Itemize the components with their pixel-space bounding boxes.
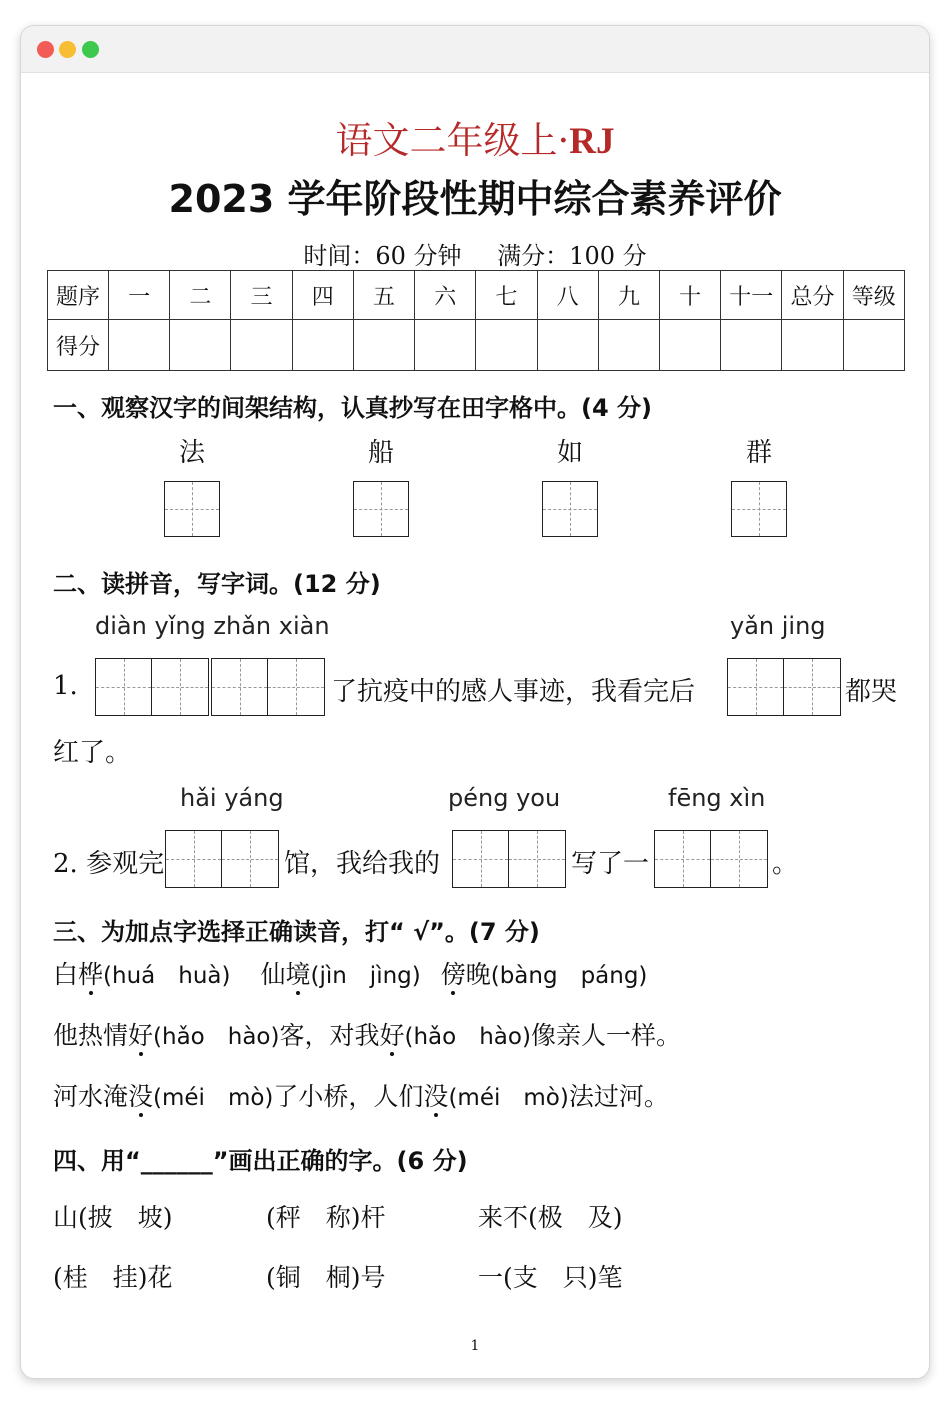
page-number: 1	[470, 1338, 480, 1354]
section2-heading: 二、读拼音，写字词。(12 分)	[53, 570, 381, 598]
score-row-label: 得分	[48, 320, 109, 371]
dotted-char: 桦	[78, 960, 104, 989]
answer-cell[interactable]	[96, 659, 152, 715]
answer-box-group[interactable]	[452, 830, 566, 888]
score-cell[interactable]	[231, 320, 292, 371]
score-header-cell: 题序	[48, 271, 109, 320]
score-cell[interactable]	[170, 320, 231, 371]
dotted-char: 好	[379, 1021, 405, 1050]
answer-cell[interactable]	[152, 659, 208, 715]
dotted-char: 好	[128, 1021, 154, 1050]
dotted-char: 没	[128, 1082, 154, 1111]
exam-info	[0, 236, 950, 271]
question-text: 了抗疫中的感人事迹，我看完后	[331, 677, 696, 707]
answer-cell[interactable]	[655, 831, 711, 887]
dotted-char: 境	[285, 960, 311, 989]
tian-grid-box[interactable]	[353, 481, 409, 537]
answer-box-group[interactable]	[727, 658, 841, 716]
score-cell[interactable]	[721, 320, 782, 371]
score-cell[interactable]	[598, 320, 659, 371]
pinyin-prompt: péng you	[448, 784, 561, 812]
answer-cell[interactable]	[166, 831, 222, 887]
question-text: 都哭	[845, 677, 898, 707]
pinyin-prompt: hǎi yáng	[180, 784, 284, 812]
score-header-cell: 五	[353, 271, 414, 320]
score-cell[interactable]	[292, 320, 353, 371]
dotted-char: 傍	[440, 960, 466, 989]
grade-title: 语文二年级上·RJ	[335, 119, 615, 162]
score-cell[interactable]	[537, 320, 598, 371]
score-header-cell: 二	[170, 271, 231, 320]
answer-cell[interactable]	[711, 831, 767, 887]
maximize-window-icon[interactable]	[82, 41, 99, 58]
reading-question-line: 河水淹没(méi mò)了小桥，人们没(méi mò)法过河。	[53, 1082, 669, 1111]
score-table-header-row	[48, 271, 905, 320]
pinyin-options: (bàng páng)	[490, 963, 648, 989]
score-header-cell: 四	[292, 271, 353, 320]
score-header-cell: 十一	[721, 271, 782, 320]
close-window-icon[interactable]	[37, 41, 54, 58]
pinyin-options: (méi mò)	[448, 1085, 569, 1111]
pinyin-options: (jìn jìng)	[310, 963, 421, 989]
question-text: 写了一	[571, 849, 650, 879]
answer-box-group[interactable]	[95, 658, 209, 716]
choice-item[interactable]: (桂 挂)花	[53, 1263, 173, 1292]
section1-heading: 一、观察汉字的间架结构，认真抄写在田字格中。(4 分)	[53, 394, 652, 422]
score-header-cell: 三	[231, 271, 292, 320]
answer-box-group[interactable]	[165, 830, 279, 888]
score-header-cell: 九	[598, 271, 659, 320]
choice-item[interactable]: (秤 称)杆	[266, 1203, 386, 1232]
score-cell[interactable]	[109, 320, 170, 371]
choice-item[interactable]: 一(支 只)笔	[478, 1263, 623, 1292]
question-text: 2. 参观完	[53, 849, 165, 879]
choice-item[interactable]: 来不(极 及)	[478, 1203, 623, 1232]
dotted-char: 没	[423, 1082, 449, 1111]
score-table	[47, 270, 905, 371]
score-header-cell: 等级	[843, 271, 904, 320]
model-char: 船	[367, 438, 394, 468]
score-header-cell: 十	[659, 271, 720, 320]
exam-title: 2023 学年阶段性期中综合素养评价	[168, 177, 782, 221]
section3-heading: 三、为加点字选择正确读音，打“ √”。(7 分)	[53, 918, 540, 946]
score-header-cell: 一	[109, 271, 170, 320]
answer-cell[interactable]	[222, 831, 278, 887]
answer-cell[interactable]	[509, 831, 565, 887]
answer-box-group[interactable]	[654, 830, 768, 888]
pinyin-prompt: yǎn jing	[730, 612, 826, 640]
time-label: 时间：60 分钟	[303, 242, 462, 270]
question-text: 馆，我给我的	[284, 849, 441, 879]
reading-question-line: 他热情好(hǎo hào)客，对我好(hǎo hào)像亲人一样。	[53, 1021, 681, 1050]
answer-box-group[interactable]	[211, 658, 325, 716]
pinyin-options: (hǎo hào)	[404, 1024, 531, 1050]
answer-cell[interactable]	[728, 659, 784, 715]
tian-grid-box[interactable]	[164, 481, 220, 537]
score-cell[interactable]	[843, 320, 904, 371]
tian-grid-box[interactable]	[542, 481, 598, 537]
tian-grid-box[interactable]	[731, 481, 787, 537]
answer-cell[interactable]	[268, 659, 324, 715]
score-header-cell: 六	[415, 271, 476, 320]
section4-heading: 四、用“______”画出正确的字。(6 分)	[53, 1147, 468, 1175]
choice-item[interactable]: 山(披 坡)	[53, 1203, 173, 1232]
pinyin-prompt: diàn yǐng zhǎn xiàn	[95, 612, 330, 640]
score-header-cell: 七	[476, 271, 537, 320]
pinyin-prompt: fēng xìn	[668, 784, 766, 812]
score-header-cell: 总分	[782, 271, 843, 320]
score-cell[interactable]	[476, 320, 537, 371]
minimize-window-icon[interactable]	[59, 41, 76, 58]
score-cell[interactable]	[415, 320, 476, 371]
pinyin-options: (huá huà)	[103, 963, 231, 989]
question-number: 1.	[53, 671, 78, 701]
score-cell[interactable]	[782, 320, 843, 371]
choice-item[interactable]: (铜 桐)号	[266, 1263, 386, 1292]
pinyin-options: (méi mò)	[153, 1085, 274, 1111]
score-cell[interactable]	[353, 320, 414, 371]
window-titlebar	[21, 26, 929, 73]
score-header-cell: 八	[537, 271, 598, 320]
reading-question-line: 白桦(huá huà) 仙境(jìn jìng) 傍晚(bàng páng)	[53, 960, 648, 989]
question-text: 红了。	[53, 738, 132, 768]
score-cell[interactable]	[659, 320, 720, 371]
answer-cell[interactable]	[212, 659, 268, 715]
pinyin-options: (hǎo hào)	[153, 1024, 280, 1050]
question-text: 。	[772, 849, 799, 879]
model-char: 如	[556, 438, 583, 468]
answer-cell[interactable]	[784, 659, 840, 715]
full-score-label: 满分：100 分	[497, 242, 647, 270]
answer-cell[interactable]	[453, 831, 509, 887]
model-char: 群	[745, 438, 772, 468]
model-char: 法	[178, 438, 205, 468]
score-table-score-row	[48, 320, 905, 371]
